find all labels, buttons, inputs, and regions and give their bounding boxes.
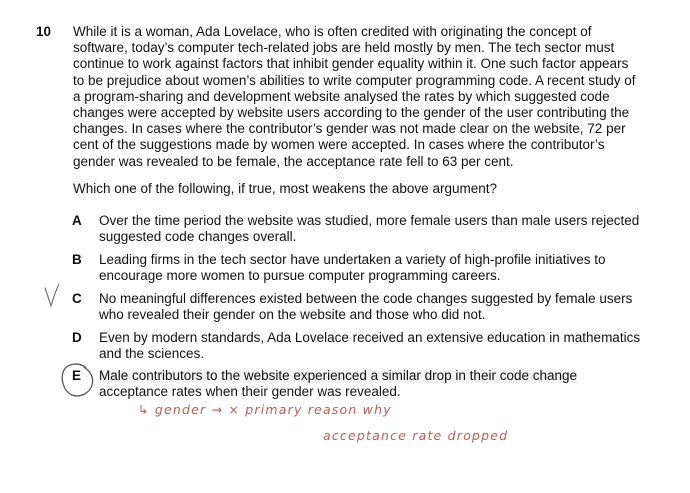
handwritten-note-line1: ↳ gender → × primary reason why (138, 402, 392, 417)
option-d-text[interactable] (99, 330, 659, 362)
question-number: 10 (36, 24, 52, 39)
option-d-letter[interactable]: D (72, 330, 82, 345)
option-a-letter[interactable]: A (72, 213, 82, 228)
option-b-text[interactable] (99, 252, 659, 284)
stem-line: to be prejudice about women’s abilities to write computer programming code. A recent study of (73, 72, 636, 88)
option-line: Over the time period the website was studied, more female users than male users rejected (99, 213, 640, 228)
option-c-text[interactable] (99, 291, 659, 323)
option-e-text[interactable] (99, 368, 659, 400)
stem-line: cent of the suggestions made by women were accepted. In cases where the contributor’s (73, 137, 605, 153)
option-line: suggested code changes overall. (99, 229, 297, 245)
option-e-letter[interactable]: E (72, 368, 82, 383)
option-b-letter[interactable]: B (72, 252, 82, 267)
highlighted-text: Male contributors to the website experienced a similar drop in their code change (99, 368, 578, 383)
option-line: and the sciences. (99, 346, 205, 362)
question-prompt: Which one of the following, if true, most weakens the above argument? (73, 181, 497, 196)
option-line: Leading firms in the tech sector have undertaken a variety of high-profile initiatives to (99, 252, 606, 267)
stem-line: a program-sharing and development website analysed the rates by which suggested code (73, 88, 610, 104)
option-line: No meaningful differences existed between the code changes suggested by female users (99, 291, 633, 306)
stem-line: While it is a woman, Ada Lovelace, who is often credited with originating the concept of (73, 24, 592, 39)
option-a-text[interactable] (99, 213, 659, 245)
stem-line: continue to work against factors that inhibit gender equality within it. One such factor appears (73, 56, 629, 72)
option-c-letter[interactable]: C (72, 291, 82, 306)
stem-line: software, today’s computer tech-related jobs are held mostly by men. The tech sector must (73, 40, 615, 56)
stem-line: changes were accepted by website users according to the gender of the user contributing the (73, 105, 630, 121)
check-mark-icon (45, 284, 59, 306)
option-line (99, 368, 659, 384)
handwritten-note-line2: acceptance rate dropped (323, 428, 509, 443)
option-line: who revealed their gender on the website and those who did not. (99, 307, 486, 323)
option-line: acceptance rates when their gender was revealed. (99, 384, 401, 400)
stem-line: changes. In cases where the contributor’s gender was not made clear on the website, 72 per (73, 121, 626, 137)
option-line: encourage more women to pursue computer programming careers. (99, 268, 501, 284)
stem-line: gender was revealed to be female, the acceptance rate fell to 63 per cent. (73, 153, 514, 169)
option-line: Even by modern standards, Ada Lovelace received an extensive education in mathematics (99, 330, 641, 345)
question-stem (73, 24, 653, 170)
